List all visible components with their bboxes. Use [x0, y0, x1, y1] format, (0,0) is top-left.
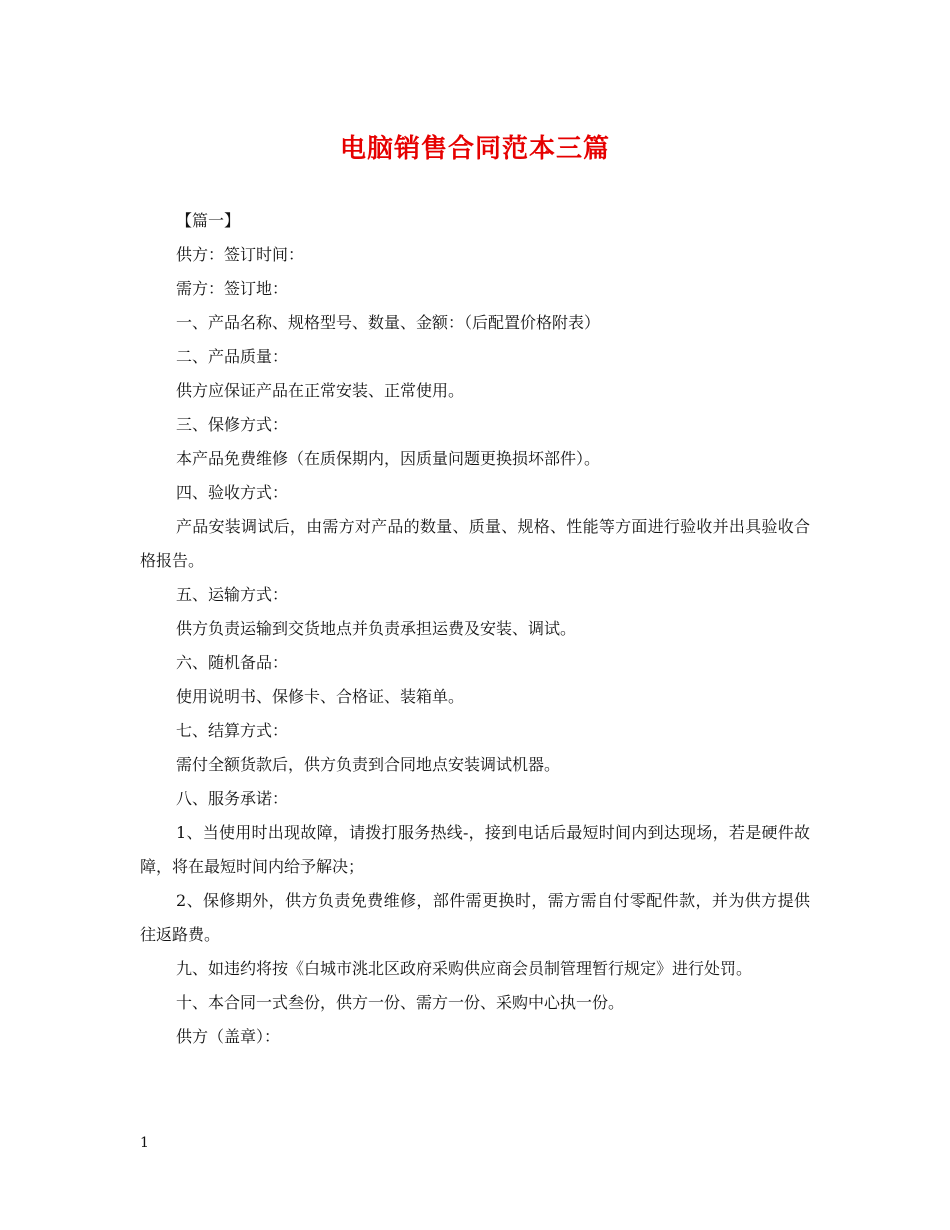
- clause-text: 九、如违约将按《白城市洮北区政府采购供应商会员制管理暂行规定》进行处罚。: [176, 959, 753, 978]
- clause-heading: 八、服务承诺：: [176, 789, 289, 808]
- document-body: [140, 204, 810, 1054]
- clause-heading: 三、保修方式：: [176, 415, 289, 434]
- clause-heading: 六、随机备品：: [176, 653, 289, 672]
- clause-heading: 一、产品名称、规格型号、数量、金额：（后配置价格附表）: [176, 313, 601, 332]
- clause-text: 2、保修期外，供方负责免费维修，部件需更换时，需方需自付零配件款，并为供方提供往返路费。: [140, 891, 810, 944]
- supplier-line: 供方：签订时间：: [176, 245, 305, 264]
- clause-heading: 四、验收方式：: [176, 483, 289, 502]
- page-number: 1: [140, 1135, 149, 1151]
- clause-heading: 七、结算方式：: [176, 721, 289, 740]
- clause-text: 需付全额货款后，供方负责到合同地点安装调试机器。: [176, 755, 561, 774]
- clause-text: 产品安装调试后，由需方对产品的数量、质量、规格、性能等方面进行验收并出具验收合格报告。: [140, 517, 810, 570]
- clause-text: 十、本合同一式叁份，供方一份、需方一份、采购中心执一份。: [176, 993, 625, 1012]
- clause-heading: 五、运输方式：: [176, 585, 289, 604]
- clause-heading: 二、产品质量：: [176, 347, 289, 366]
- section-heading: 【篇一】: [176, 211, 241, 230]
- buyer-line: 需方：签订地：: [176, 279, 289, 298]
- signature-line: 供方（盖章）：: [176, 1027, 281, 1046]
- clause-text: 1、当使用时出现故障，请拨打服务热线-，接到电话后最短时间内到达现场，若是硬件故障，将在最短时间内给予解决；: [140, 823, 810, 876]
- document-title: 电脑销售合同范本三篇: [339, 134, 610, 164]
- clause-text: 使用说明书、保修卡、合格证、装箱单。: [176, 687, 465, 706]
- clause-text: 供方负责运输到交货地点并负责承担运费及安装、调试。: [176, 619, 577, 638]
- clause-text: 供方应保证产品在正常安装、正常使用。: [176, 381, 465, 400]
- clause-text: 本产品免费维修（在质保期内，因质量问题更换损坏部件）。: [176, 449, 601, 468]
